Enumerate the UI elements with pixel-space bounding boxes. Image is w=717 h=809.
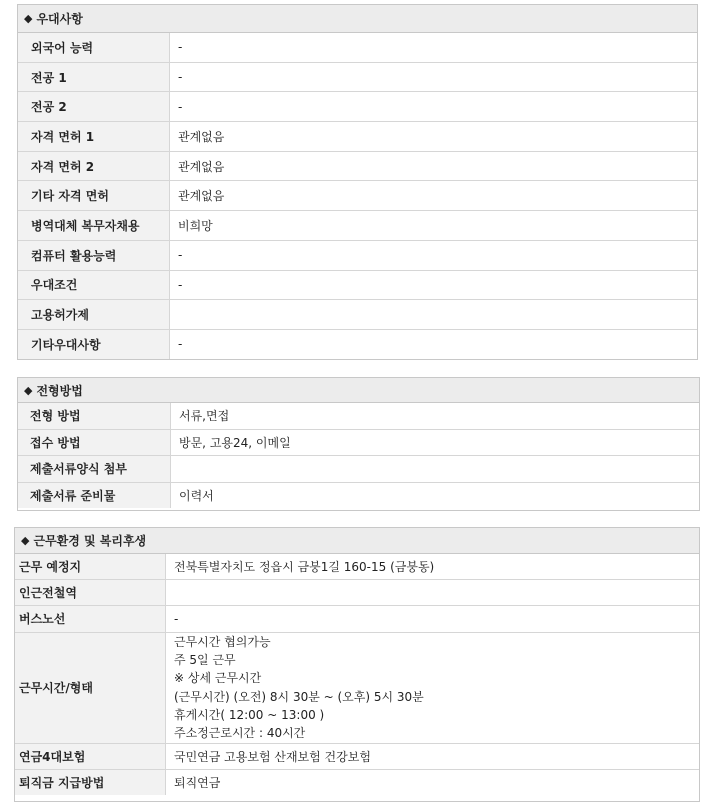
insurance-label: 연금4대보험 bbox=[15, 743, 166, 769]
table-row bbox=[18, 181, 697, 211]
preferences-title: 우대사항 bbox=[36, 12, 83, 26]
row-label: 전공 1 bbox=[18, 62, 170, 92]
hours-line: 휴게시간( 12:00 ~ 13:00 ) bbox=[174, 707, 325, 722]
row-value: - bbox=[170, 240, 698, 270]
hours-line: 주 5일 근무 bbox=[174, 652, 236, 667]
table-row bbox=[18, 429, 699, 456]
diamond-bullet-icon: ◆ bbox=[21, 534, 30, 547]
table-row bbox=[18, 482, 699, 508]
hours-value bbox=[166, 632, 700, 743]
location-label: 근무 예정지 bbox=[15, 554, 166, 580]
table-row bbox=[18, 92, 697, 122]
row-label: 자격 면허 2 bbox=[18, 151, 170, 181]
row-label: 컴퓨터 활용능력 bbox=[18, 240, 170, 270]
row-label: 외국어 능력 bbox=[18, 33, 170, 62]
row-value: - bbox=[170, 92, 698, 122]
row-value: 비희망 bbox=[170, 211, 698, 241]
work-environment-title: 근무환경 및 복리후생 bbox=[33, 534, 147, 548]
bus-label: 버스노선 bbox=[15, 606, 166, 632]
table-row bbox=[15, 743, 699, 769]
location-value: 전북특별자치도 정읍시 금붕1길 160-15 (금붕동) bbox=[166, 554, 700, 580]
table-row bbox=[18, 122, 697, 152]
work-environment-section bbox=[14, 527, 700, 802]
row-label: 전형 방법 bbox=[18, 403, 171, 429]
severance-value: 퇴직연금 bbox=[166, 769, 700, 795]
hours-line: ※ 상세 근무시간 bbox=[174, 671, 262, 686]
table-row bbox=[18, 270, 697, 300]
table-row bbox=[18, 211, 697, 241]
row-label: 기타 자격 면허 bbox=[18, 181, 170, 211]
row-value: - bbox=[170, 33, 698, 62]
bus-value: - bbox=[166, 606, 700, 632]
row-label: 우대조건 bbox=[18, 270, 170, 300]
selection-table bbox=[18, 403, 699, 508]
table-row bbox=[18, 329, 697, 358]
preferences-table bbox=[18, 33, 697, 359]
row-label: 제출서류 준비물 bbox=[18, 482, 171, 508]
row-value: 관계없음 bbox=[170, 122, 698, 152]
selection-section bbox=[17, 377, 700, 511]
row-label: 전공 2 bbox=[18, 92, 170, 122]
row-value: - bbox=[170, 329, 698, 358]
table-row bbox=[15, 580, 699, 606]
row-value: 서류,면접 bbox=[171, 403, 700, 429]
insurance-value: 국민연금 고용보험 산재보험 건강보험 bbox=[166, 743, 700, 769]
preferences-header bbox=[18, 5, 697, 33]
table-row bbox=[15, 632, 699, 743]
hours-label: 근무시간/형태 bbox=[15, 632, 166, 743]
row-value bbox=[171, 456, 700, 483]
subway-value bbox=[166, 580, 700, 606]
table-row bbox=[15, 769, 699, 795]
row-label: 고용허가제 bbox=[18, 300, 170, 330]
table-row bbox=[18, 33, 697, 62]
subway-label: 인근전철역 bbox=[15, 580, 166, 606]
hours-line: 근무시간 협의가능 bbox=[174, 634, 271, 649]
work-environment-header bbox=[15, 528, 699, 554]
hours-line: 주소정근로시간 : 40시간 bbox=[174, 726, 306, 741]
row-label: 기타우대사항 bbox=[18, 329, 170, 358]
preferences-section bbox=[17, 4, 698, 360]
row-value: 이력서 bbox=[171, 482, 700, 508]
diamond-bullet-icon: ◆ bbox=[24, 12, 33, 25]
row-value: 방문, 고용24, 이메일 bbox=[171, 429, 700, 456]
row-label: 자격 면허 1 bbox=[18, 122, 170, 152]
table-row bbox=[18, 62, 697, 92]
selection-header bbox=[18, 378, 699, 403]
table-row bbox=[18, 456, 699, 483]
row-label: 접수 방법 bbox=[18, 429, 171, 456]
row-value: 관계없음 bbox=[170, 181, 698, 211]
row-label: 병역대체 복무자채용 bbox=[18, 211, 170, 241]
row-label: 제출서류양식 첨부 bbox=[18, 456, 171, 483]
table-row bbox=[18, 300, 697, 330]
row-value bbox=[170, 300, 698, 330]
table-row bbox=[15, 554, 699, 580]
diamond-bullet-icon: ◆ bbox=[24, 383, 33, 397]
row-value: - bbox=[170, 270, 698, 300]
table-row bbox=[18, 240, 697, 270]
row-value: - bbox=[170, 62, 698, 92]
table-row bbox=[18, 403, 699, 429]
hours-line: (근무시간) (오전) 8시 30분 ~ (오후) 5시 30분 bbox=[174, 689, 424, 704]
row-value: 관계없음 bbox=[170, 151, 698, 181]
table-row bbox=[15, 606, 699, 632]
selection-title: 전형방법 bbox=[36, 383, 83, 398]
table-row bbox=[18, 151, 697, 181]
work-environment-table bbox=[15, 554, 699, 795]
severance-label: 퇴직금 지급방법 bbox=[15, 769, 166, 795]
